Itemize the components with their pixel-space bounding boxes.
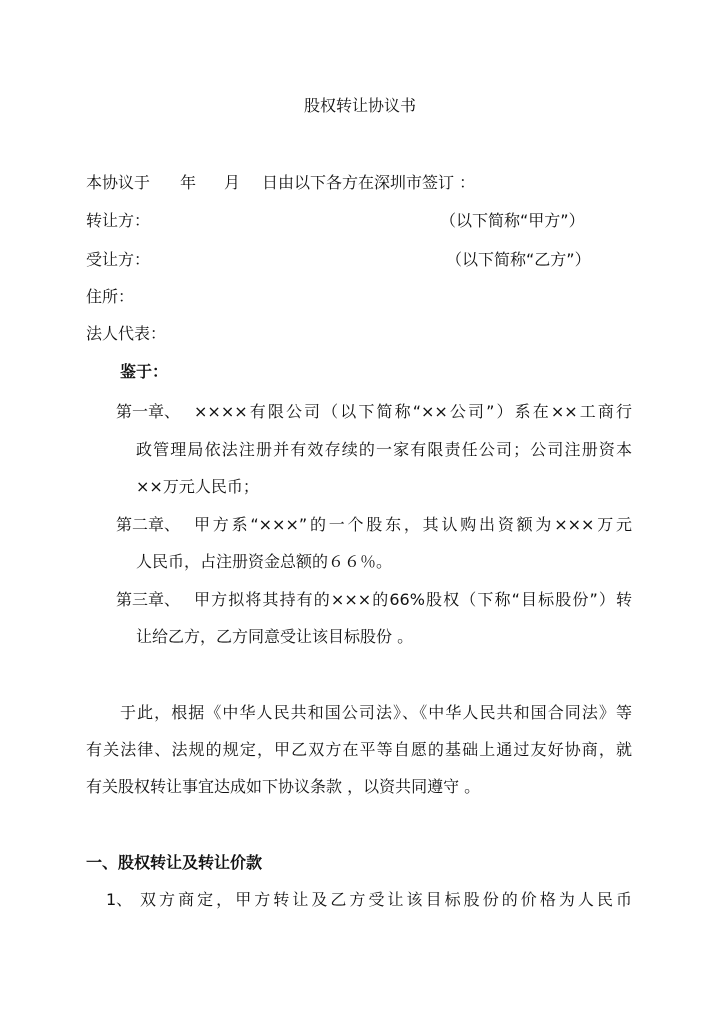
transferee-label: 受让方：: [86, 250, 151, 269]
closing-line-2: 有关法律、法规的规定，甲乙双方在平等自愿的基础上通过友好协商，就: [86, 740, 632, 759]
chapter-3-label: 第三章、: [116, 590, 181, 609]
intro-prefix: 本协议于: [86, 173, 151, 192]
legal-rep-label: 法人代表：: [86, 324, 167, 343]
chapter-1-label: 第一章、: [116, 402, 181, 421]
transferor-label: 转让方：: [86, 211, 151, 230]
chapter-1-line-1: ××××有限公司（以下简称“××公司”）系在××工商行: [194, 402, 632, 421]
chapter-3-line-2: 让给乙方，乙方同意受让该目标股份 。: [136, 627, 414, 646]
section-1-item-1-text: 双方商定，甲方转让及乙方受让该目标股份的价格为人民币: [140, 890, 632, 909]
section-1-heading: 一、股权转让及转让价款: [86, 853, 263, 872]
closing-line-1: 于此，根据《中华人民共和国公司法》、《中华人民共和国合同法》等: [120, 703, 632, 722]
chapter-2-label: 第二章、: [116, 515, 181, 534]
chapter-3-line-1: 甲方拟将其持有的×××的66%股权（下称“目标股份”）转: [194, 590, 632, 609]
address-label: 住所：: [86, 287, 135, 306]
closing-line-3: 有关股权转让事宜达成如下协议条款 ，以资共同遵守 。: [86, 777, 481, 796]
intro-line: [86, 173, 150, 193]
chapter-1-line-3: ××万元人民币；: [136, 477, 259, 496]
intro-year: 年: [180, 173, 197, 192]
whereas-heading: 鉴于：: [120, 362, 169, 381]
intro-month: 月: [224, 173, 241, 192]
chapter-1-line-2: 政管理局依法注册并有效存续的一家有限责任公司；公司注册资本: [136, 440, 632, 459]
section-1-item-1-number: 1、: [106, 890, 133, 909]
chapter-2-line-2: 人民币，占注册资金总额的６６％。: [136, 552, 393, 571]
intro-suffix: 日由以下各方在深圳市签订 ：: [262, 173, 476, 192]
document-title: 股权转让协议书: [303, 96, 416, 115]
chapter-2-line-1: 甲方系“×××”的一个股东，其认购出资额为×××万元: [194, 515, 632, 534]
transferee-alias: （以下简称“乙方”）: [446, 250, 591, 269]
transferor-alias: （以下简称“甲方”）: [440, 211, 585, 230]
